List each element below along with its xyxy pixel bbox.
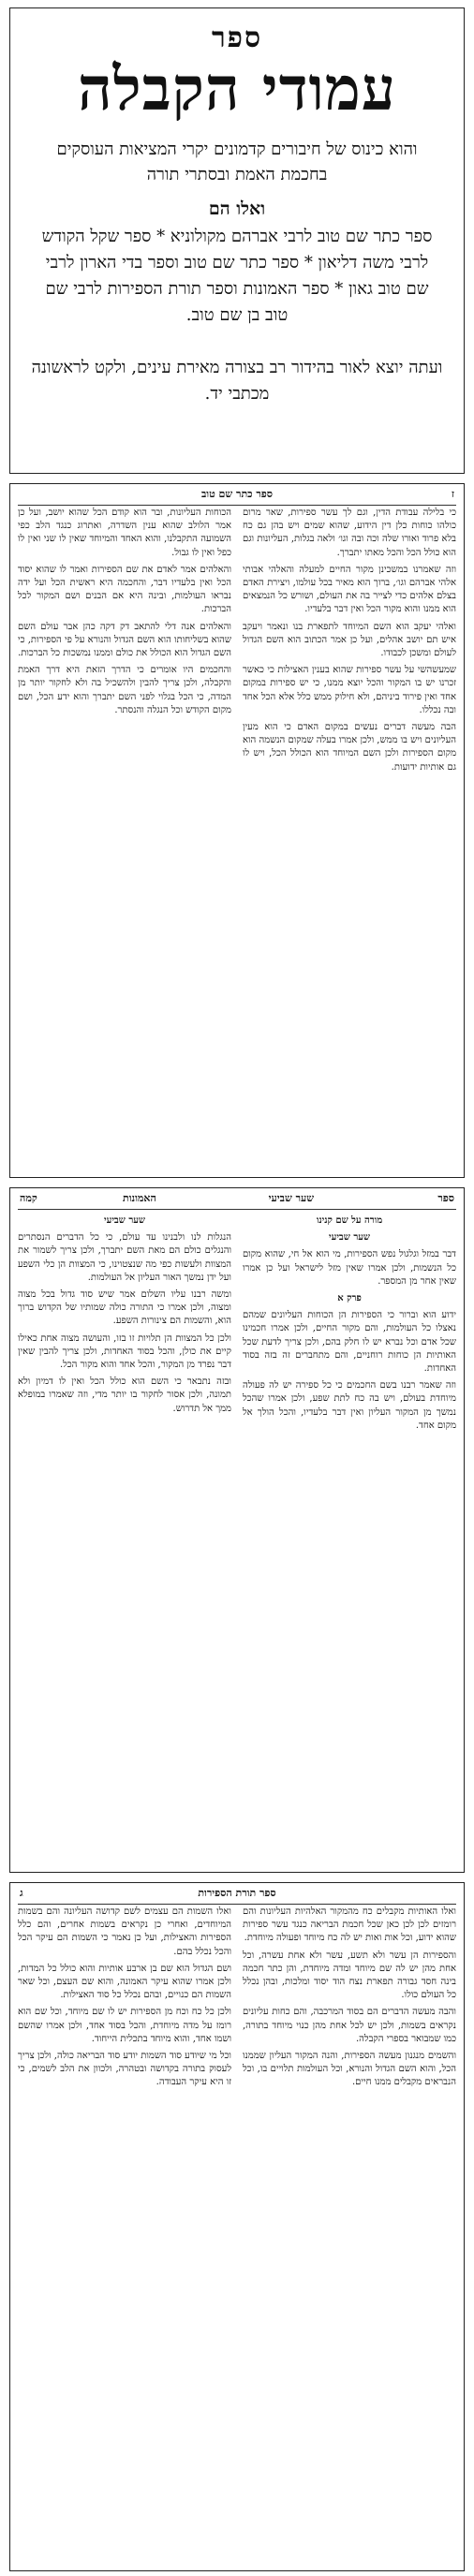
running-title: ספר כתר שם טוב — [200, 488, 274, 500]
contents-list: ספר כתר שם טוב לרבי אברהם מקולוניא * ספר שקל הקודש לרבי משה דליאון * ספר כתר שם טוב וספר בדי הארון לרבי שם טוב גאון * ספר האמונות וספר תורת הספירות לרבי שם טוב בן שם טוב. — [41, 227, 433, 325]
paragraph: ושם הגדול הוא שם בן ארבע אותיות והוא כולל כל המדות, ולכן אמרו שהוא עיקר האמונה, והוא שם העצם, וכל שאר השמות הם כנויים, ובהם נכלל כל סוד האצילות. — [18, 1963, 231, 2001]
page-header — [20, 1887, 454, 1904]
paragraph: והאלהים אמר לאדם את שם הספירות ואמר לו שהוא יסוד הכל ואין בלעדיו דבר, והחכמה היא ראשית הכל ועל ידה נבראו העולמות, ובינה היא אם הבנים ושם המקור לכל הברכות. — [18, 564, 231, 615]
paragraph: כי בלילה עבודת הדין, וגם לך עשר ספירות, שאר מרום כולהו כוחות כלן דין הידוע, שהוא שמים ויש בהן גם כח בלא פרוד ואורו שלה וכה ובה וגו׳ ולאה בגלות, העליונות וגם הוא כולל הכל והכל מאתו יתברך. — [243, 508, 456, 558]
paragraph: והבה מעשה הדברים הם בסוד המרכבה, והם כחות עליונים נקראים בשמות, ולכן יש לכל אחת מהן כנוי מיוחד בתורה, כמו שמבואר בספרי הקבלה. — [243, 2007, 456, 2044]
gate-heading: שער שביעי — [104, 1215, 145, 1226]
paragraph: ואלהי יעקב הוא השם המיוחד לתפארת בנו ונאמר ויעקב איש תם יושב אהלים, ועל כן אמר הכתוב הוא השם הגדול לעולם ומשכן לכבודו. — [243, 621, 456, 659]
text-columns — [18, 1906, 456, 2563]
header-rule — [18, 1904, 456, 1905]
paragraph: הנגלות לנו ולבנינו עד עולם, כי כל הדברים הנסתרים והנגלים כולם הם מאת השם יתברך, ולכן צריך לשמור את המצוות ולעשות כפי מה שנצטוינו, כי המצוות הן כלי השפע ועל ידן נמשך האור העליון אל העולמות. — [18, 1232, 231, 1283]
paragraph: שמעשהשי על עשר ספירות שהוא בענין האצילות כי כאשר זכרנו יש בו המקור והכל יוצא ממנו, כי יש ספירות במקום אחד ואין פירוד ביניהם, ולא חילוק ממש כלל אלא הכל אחד ובה נכללו. — [243, 665, 456, 715]
title-description: והוא כינוס של חיבורים קדמונים יקרי המציאות העוסקים בחכמת האמת ובסתרי תורה — [56, 140, 418, 184]
title-page — [9, 7, 465, 474]
column-left — [18, 1906, 231, 2563]
text-columns — [18, 1211, 456, 1864]
paragraph: והספירות הן עשר ולא תשע, עשר ולא אחת עשרה, וכל אחת מהן יש לה שם מיוחד ומדה מיוחדת, והן כתר חכמה בינה חסד גבורה תפארת נצח הוד יסוד ומלכות, ובהן נכלל כל העולם כולו. — [243, 1950, 456, 2001]
page-header — [20, 1192, 454, 1209]
column-left — [18, 507, 231, 1170]
column-left — [18, 1211, 231, 1864]
section-title-left: האמונות — [123, 1192, 156, 1204]
paragraph: וזה שאמר רבנו בשם החכמים כי כל ספירה יש לה פעולה מיוחדת בעולם, ויש בה כח לתת שפע, ולכן אמרו שהכל נמשך מן המקור העליון ואין דבר בלעדיו, והכל הולך אל מקום אחד. — [243, 1380, 456, 1431]
header-rule — [18, 1209, 456, 1210]
page-header — [20, 488, 454, 505]
gate-heading: שער שביעי — [329, 1232, 370, 1244]
header-rule — [18, 505, 456, 506]
paragraph: ולכן כל המצוות הן תלויות זו בזו, והעושה מצוה אחת כאילו קיים את כולן, והכל בסוד האחדות, ולכן צריך להבין שאין דבר נפרד מן המקור, והכל אחד והוא מקור הכל. — [18, 1332, 231, 1371]
title-vaelu: ואלו הם — [208, 199, 266, 219]
paragraph: דבר במזל וגלגול נפש הספירות, מי הוא אל חי, שהוא מקום כל הנשמות, ולכן אמרו שאין מזל לישראל ועל כן אמרו שאין אחר מן המספר. — [243, 1249, 456, 1287]
book-title: עמודי הקבלה — [77, 54, 397, 125]
page-number: ז — [451, 488, 454, 500]
paragraph: והשמים מנגנון מעשה הספירות, והנה המקור העליון שממנו הכל, והוא השם הגדול והנורא, וכל העולמות תלויים בו, וכל הנבראים מקבלים ממנו חיים. — [243, 2051, 456, 2088]
page-keter-shem-tov — [9, 483, 465, 1178]
column-right — [243, 1906, 456, 2563]
paragraph: והאלהים אנה דלי להתאב דק דקה כהן אבר עולם השם שהוא בשליחותו הוא השם הגדול והנורא על פי הספירות, כי השם הגדול הוא הכולל את כולם וממנו נמשכות כל הברכות. — [18, 621, 231, 659]
paragraph: ידוע הוא וברור כי הספירות הן הכוחות העליונים שמהם נאצלו כל העולמות, והם מקור החיים, ולכן אמרו חכמינו שכל אדם וכל נברא יש לו חלק בהם, ולכן צריך לדעת שכל האותיות הן כוחות רוחניים, והם מתחברים זה בזה בסוד האחדות. — [243, 1310, 456, 1375]
paragraph: ומשה רבנו עליו השלום אמר שיש סוד גדול בכל מצוה ומצוה, ולכן אמרו כי התורה כולה שמותיו של הקדוש ברוך הוא, והשמות הם צינורות השפע. — [18, 1289, 231, 1327]
paragraph: וכל מי שיודע סוד השמות יודע סוד הבריאה כולה, ולכן צריך לעסוק בתורה בקדושה ובטהרה, ולכוון את הלב לשמים, כי זו היא עיקר העבודה. — [18, 2051, 231, 2088]
running-title: ספר תורת הספירות — [198, 1887, 276, 1899]
paragraph: ואלו השמות הם עצמים לשם קדושה העליונה והם בשמות המיוחדים, ואחרי כן נקראים בשמות אחרים, והם כלל הספירות והאצילות, ועל כן נאמר כי השמות הם עיקר הכל והכל נכלל בהם. — [18, 1906, 231, 1957]
running-title-right: ספר — [437, 1192, 454, 1204]
paragraph: הכוחות העליונות, ובר הוא קודם הכל שהוא יושב, ועל כן אמר הלולב שהוא ענין השדרה, ואתרוג כנגד הלב כפי השמועה התקבלנו, והוא האחד והמיוחד שאין לו שני ואין לו כפל ואין לו גבול. — [18, 508, 231, 558]
page-number: ג — [20, 1887, 23, 1899]
section-title-right: שער שביעי — [268, 1192, 314, 1204]
title-sefer: ספר — [211, 22, 263, 54]
column-right — [243, 1211, 456, 1864]
paragraph: הבה מעשה דברים נעשים במקום האדם כי הוא מעין העליונים ויש בו ממש, ולכן אמרו בעלה שמקום הנשמה הוא מקום הספירות ולכן השם המיוחד הוא הכולל הכל, ויש לו גם אותיות ידועות. — [243, 722, 456, 773]
page-number: קמה — [20, 1192, 37, 1204]
paragraph: ואלו האותיות מקבלים כח מהמקור האלהיות העליונות והם רומזים לכן לכן כאן שכל חכמת הבריאה כנגד עשר ספירות שהוא ידוע, וכל אות ואות יש לה כח מיוחד ופעולה מיוחדת. — [243, 1906, 456, 1944]
paragraph: והחכמים היו אומרים כי הדרך הזאת היא דרך האמת והקבלה, ולכן צריך להבין ולהשכיל בה ולא לחקור יותר מן המדה, כי הכל בגלוי לפני השם יתברך והוא ידע הכל, ושם מקום הקודש וכל הנגלה והנסתר. — [18, 665, 231, 715]
paragraph: מורה על שם קנינו — [316, 1215, 383, 1226]
paragraph: ולכן כל כח וכח מן הספירות יש לו שם מיוחד, וכל שם הוא רומז על מדה מיוחדת, והכל בסוד אחד, ולכן אמרו שהשם ושמו אחד, והוא מיוחד בתכלית הייחוד. — [18, 2007, 231, 2044]
page-haemunot — [9, 1187, 465, 1873]
column-right — [243, 507, 456, 1170]
chapter-heading: פרק א — [337, 1293, 362, 1304]
page-torat-hasefirot — [9, 1882, 465, 2571]
paragraph: ובזה נתבאר כי השם הוא כולל הכל ואין לו דמיון ולא תמונה, ולכן אסור לחקור בו יותר מדי, וזה שאמרו במופלא ממך אל תדרוש. — [18, 1376, 231, 1414]
title-footer: ועתה יוצא לאור בהידור רב בצורה מאירת עינים, ולקט לראשונה מכתבי יד. — [31, 358, 443, 404]
paragraph: וזה שאמרנו במשכינן מקור החיים למעלה והאלהי אבותי אלהי אברהם וגו׳, ברוך הוא מאיר בכל עולמו, ויצירת האדם בצלם אלהים כדי לצייר בה את העולם, ושורש כל הנמצאים הוא ממנו והוא מקור הכל ואין דבר בלעדיו. — [243, 564, 456, 615]
text-columns — [18, 507, 456, 1170]
